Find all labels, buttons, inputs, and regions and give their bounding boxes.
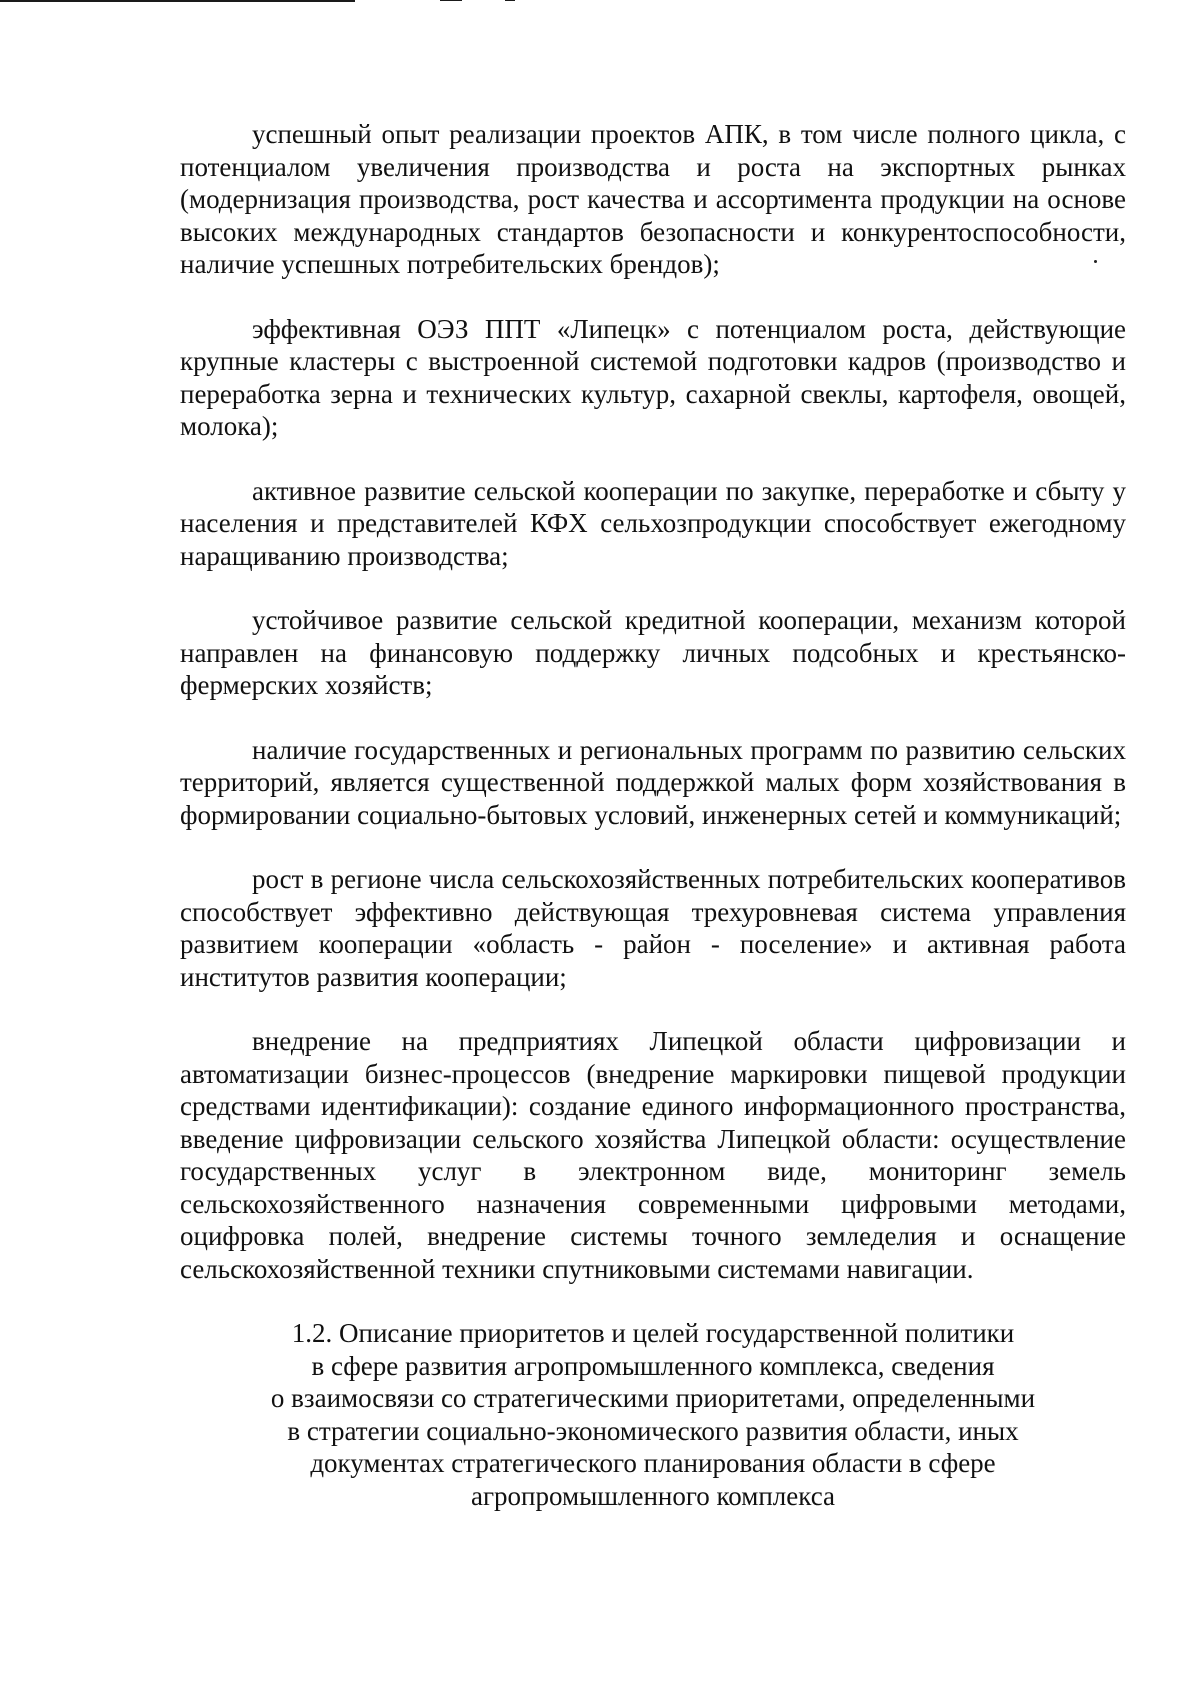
scan-edge-mark <box>0 0 355 2</box>
section-heading-line: агропромышленного комплекса <box>471 1480 835 1511</box>
document-body <box>180 118 1126 1512</box>
paragraph: устойчивое развитие сельской кредитной кооперации, механизм которой направлен на финансовую поддержку личных подсобных и крестьянско-фермерских хозяйств; <box>180 605 1126 700</box>
scan-edge-mark <box>440 0 462 1</box>
section-heading-line: в стратегии социально-экономического развития области, иных <box>287 1415 1019 1446</box>
section-heading-line: документах стратегического планирования области в сфере <box>310 1448 996 1478</box>
paragraph: внедрение на предприятиях Липецкой области цифровизации и автоматизации бизнес-процессов (внедрение маркировки пищевой продукции средствами идентификации): создание единого информационного пространства, введение цифровизации сельского хозяйства Липецкой области: осуществление государственных услуг в электронном виде, мониторинг земель сельскохозяйственного назначения современными цифровыми методами, оцифровка полей, внедрение системы точного земледелия и оснащение сельскохозяйственной техники спутниковыми системами навигации. <box>180 1026 1126 1284</box>
scan-edge-mark <box>505 0 515 1</box>
section-heading <box>180 1317 1126 1512</box>
section-heading-line: 1.2. Описание приоритетов и целей государственной политики <box>291 1318 1015 1348</box>
section-heading-line: в сфере развития агропромышленного комплекса, сведения <box>311 1350 995 1381</box>
paragraph: наличие государственных и региональных программ по развитию сельских территорий, является существенной поддержкой малых форм хозяйствования в формировании социально-бытовых условий, инженерных сетей и коммуникаций; <box>180 734 1126 830</box>
paragraph: успешный опыт реализации проектов АПК, в том числе полного цикла, с потенциалом увеличения производства и роста на экспортных рынках (модернизация производства, рост качества и ассортимента продукции на основе высоких международных стандартов безопасности и конкурентоспособности, наличие успешных потребительских брендов); <box>180 119 1126 279</box>
section-heading-line: о взаимосвязи со стратегическими приоритетами, определенными <box>270 1383 1036 1413</box>
paragraph: рост в регионе числа сельскохозяйственных потребительских кооперативов способствует эффективно действующая трехуровневая система управления развитием кооперации «область - район - поселение» и активная работа институтов развития кооперации; <box>180 864 1126 992</box>
paragraph: активное развитие сельской кооперации по закупке, переработке и сбыту у населения и представителей КФХ сельхозпродукции способствует ежегодному наращиванию производства; <box>180 475 1126 571</box>
paragraph: эффективная ОЭЗ ППТ «Липецк» с потенциалом роста, действующие крупные кластеры с выстроенной системой подготовки кадров (производство и переработка зерна и технических культур, сахарной свеклы, картофеля, овощей, молока); <box>180 313 1126 441</box>
